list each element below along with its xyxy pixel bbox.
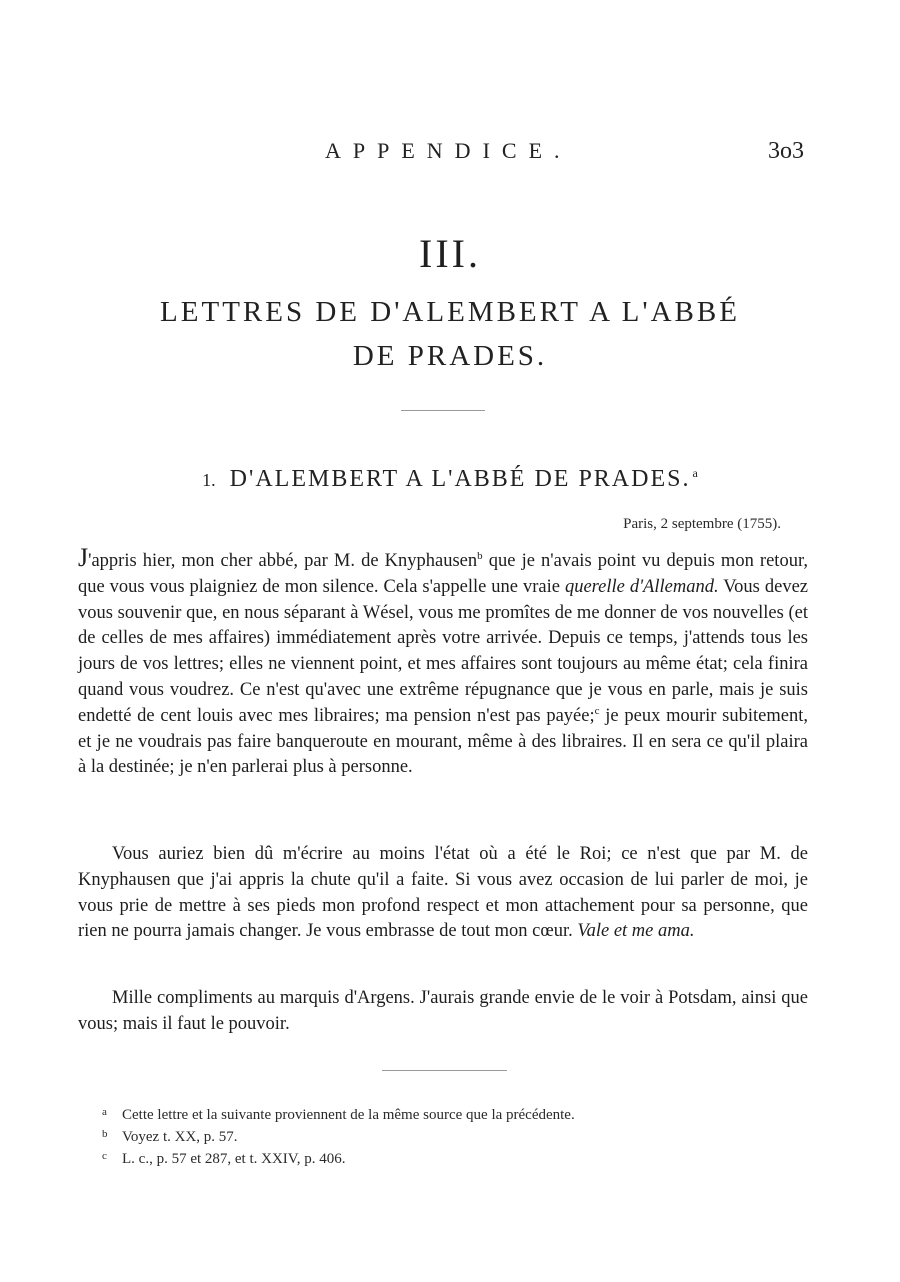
paragraph-2 bbox=[78, 842, 808, 945]
paragraph-3 bbox=[78, 986, 808, 1038]
footnote-text: Voyez t. XX, p. 57. bbox=[122, 1129, 238, 1145]
footnote-divider bbox=[382, 1070, 507, 1071]
section-title-line-2: DE PRADES. bbox=[352, 340, 548, 372]
footnote-text: Cette lettre et la suivante proviennent de la même source que la précédente. bbox=[122, 1107, 575, 1123]
footnote-ref-b: b bbox=[477, 549, 483, 562]
paragraph-1-italic: querelle d'Allemand. bbox=[564, 576, 719, 597]
paragraph-2-text: Vous auriez bien dû m'écrire au moins l'état où a été le Roi; ce n'est que par M. de Knyphausen que j'ai appris la chute qu'il a faite. Si vous avez occasion de lui parler de moi, je vous prie de mettre à ses pieds mon profond respect et mon attachement pour sa personne, que rien ne pourra jamais changer. Je vous embrasse de tout mon cœur. bbox=[78, 844, 808, 942]
paragraph-2-italic: Vale et me ama. bbox=[577, 921, 695, 942]
footnote-ref-a: a bbox=[692, 466, 698, 480]
footnote bbox=[102, 1148, 802, 1170]
footnote-mark: b bbox=[102, 1128, 108, 1140]
footnote-mark: c bbox=[102, 1150, 107, 1162]
letter-heading-text: D'ALEMBERT A L'ABBÉ DE PRADES. bbox=[229, 466, 691, 492]
section-divider bbox=[401, 410, 485, 411]
footnotes bbox=[102, 1104, 802, 1170]
dateline: Paris, 2 septembre (1755). bbox=[623, 516, 781, 532]
running-head bbox=[0, 138, 900, 168]
footnote bbox=[102, 1104, 802, 1126]
running-head-title: APPENDICE. bbox=[325, 138, 572, 163]
page-number: 3o3 bbox=[768, 138, 804, 164]
paragraph-1-text-d: je peux mourir subitement, et je ne voudrais pas faire banqueroute en mourant, même à des libraires. Il en sera ce qu'il plaira à la destinée; je n'en parlerai plus à personne. bbox=[78, 705, 808, 778]
paragraph-1 bbox=[78, 545, 808, 781]
footnote-mark: a bbox=[102, 1106, 107, 1118]
section-title-line-1: LETTRES DE D'ALEMBERT A L'ABBÉ bbox=[160, 296, 740, 328]
footnote bbox=[102, 1126, 802, 1148]
letter-number: 1. bbox=[202, 470, 216, 490]
paragraph-1-text-c: Vous devez vous souvenir que, en nous séparant à Wésel, vous me promîtes de me donner de vos nouvelles (et de celles de mes affaires) immédiatement après votre arrivée. Depuis ce temps, j'attends tous les jours de vos lettres; elles ne viennent point, et mes affaires sont toujours au même état; cela finira quand vous voudrez. Ce n'est qu'avec une extrême répugnance que je vous en parle, mais je suis endetté de cent louis avec mes libraires; ma pension n'est pas payée; bbox=[78, 576, 808, 726]
footnote-ref-c: c bbox=[594, 704, 600, 717]
paragraph-3-text: Mille compliments au marquis d'Argens. J'aurais grande envie de le voir à Potsdam, ainsi que vous; mais il faut le pouvoir. bbox=[78, 988, 808, 1034]
footnote-text: L. c., p. 57 et 287, et t. XXIV, p. 406. bbox=[122, 1151, 346, 1167]
paragraph-1-text-b: que je n'avais point vu depuis mon retour, que vous vous plaigniez de mon silence. Cela s'appelle une vraie bbox=[78, 551, 808, 597]
paragraph-1-text-a: 'appris hier, mon cher abbé, par M. de Knyphausen bbox=[88, 551, 478, 571]
section-number: III. bbox=[419, 231, 481, 276]
drop-cap: J bbox=[78, 543, 89, 572]
letter-heading bbox=[0, 466, 900, 493]
